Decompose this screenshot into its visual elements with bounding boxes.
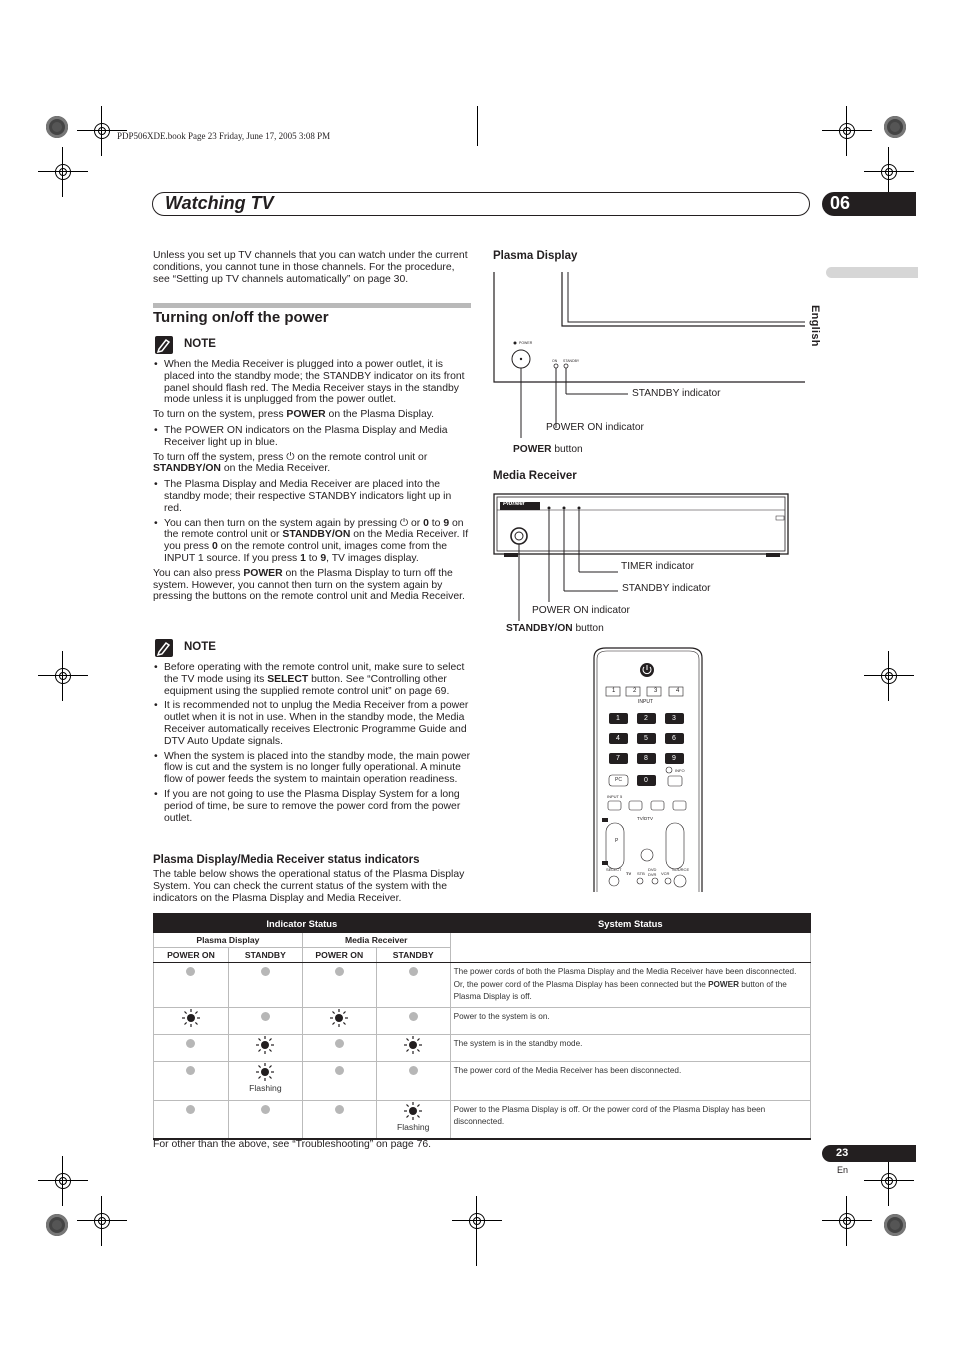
note-icon: [155, 336, 173, 354]
pd-power-on-header: POWER ON: [154, 948, 229, 963]
remote-source-label: SOURCE: [672, 867, 690, 872]
media-receiver-header: Media Receiver: [302, 933, 450, 948]
indicator-off-icon: [409, 1066, 418, 1075]
media-timer-indicator-label: TIMER indicator: [621, 561, 695, 572]
status-heading: Plasma Display/Media Receiver status indicators: [153, 854, 420, 866]
note-icon: [155, 639, 173, 657]
indicator-off-icon: [335, 1039, 344, 1048]
registration-mark: [832, 1206, 862, 1236]
language-tab: [826, 267, 918, 278]
remote-p-label: P: [615, 838, 619, 844]
plasma-display-header: Plasma Display: [154, 933, 303, 948]
print-header: PDP506XDE.book Page 23 Friday, June 17, 2005 3:08 PM: [117, 131, 331, 141]
note2-bullet: • If you are not going to use the Plasma Display System for a long period of time, be sure to remove the power cord from the power outlet.: [153, 789, 471, 824]
remote-digit-zero: 0: [644, 777, 648, 784]
indicator-off-icon: [186, 967, 195, 976]
note1-block: [153, 359, 471, 607]
chapter-number-box: [822, 192, 916, 216]
remote-digit: 6: [672, 735, 676, 742]
remote-pc-label: PC: [615, 777, 622, 783]
trim-line: [476, 1230, 477, 1266]
pioneer-logo: Pioneer: [503, 501, 526, 507]
registration-mark: [874, 1166, 904, 1196]
remote-info-label: INFO: [675, 768, 685, 773]
status-table: [153, 913, 811, 1140]
remote-input-label: INPUT: [638, 699, 653, 705]
remote-control-diagram: [592, 646, 704, 892]
table-row: [154, 963, 811, 1008]
status-intro: The table below shows the operational status of the Plasma Display System. You can check the current status of the system with the indicators on the Plasma Display and Media Receiver.: [153, 869, 465, 904]
remote-digit: 4: [616, 735, 620, 742]
page-number: 23: [836, 1147, 849, 1159]
indicator-off-icon: [335, 1066, 344, 1075]
indicator-flashing-icon: [256, 1063, 274, 1081]
indicator-lit-icon: [330, 1009, 348, 1027]
remote-input-1: 1: [612, 688, 616, 694]
indicator-off-icon: [409, 1012, 418, 1021]
remote-dvd-label: DVD DVR: [648, 867, 657, 877]
chapter-title-bar: [152, 192, 810, 216]
indicator-off-icon: [186, 1039, 195, 1048]
page-language: En: [837, 1165, 849, 1175]
also-power-paragraph: You can also press POWER on the Plasma Display to turn off the system. However, you cannot then turn on the system again by pressing the buttons on the remote control unit and Media Receiver.: [153, 567, 465, 603]
indicator-status-header: Indicator Status: [154, 914, 451, 933]
indicator-flashing-icon: [404, 1102, 422, 1120]
system-status-cell: The power cords of both the Plasma Display and the Media Receiver have been disconnected. Or, the power cord of the Plasma Display has been connected but the POWER button of the Plasma Display is off.: [450, 963, 810, 1008]
remote-digit: 3: [672, 715, 676, 722]
remote-stb-label: STB: [637, 871, 645, 876]
power-symbol-icon: ⏻: [286, 451, 295, 463]
registration-mark: [874, 661, 904, 691]
registration-mark: [48, 157, 78, 187]
chapter-title: Watching TV: [165, 193, 274, 213]
registration-mark: [462, 1206, 492, 1236]
remote-tvdtv-label: TV/DTV: [637, 816, 654, 821]
standby-bullet: • The Plasma Display and Media Receiver are placed into the standby mode; their respective STANDBY indicators light up in red.: [153, 479, 471, 514]
registration-mark: [87, 1206, 117, 1236]
system-status-subheader: [450, 933, 810, 963]
remote-digit: 7: [616, 755, 620, 762]
registration-disc-bottom-right: [884, 1214, 906, 1236]
trim-line: [477, 106, 478, 146]
plasma-power-button-label: POWER button: [513, 444, 583, 455]
mr-power-on-header: POWER ON: [302, 948, 376, 963]
power-symbol-icon: ⏻: [399, 517, 409, 529]
indicator-off-icon: [186, 1066, 195, 1075]
registration-mark: [48, 1166, 78, 1196]
registration-mark: [87, 116, 117, 146]
turn-off-line: To turn off the system, press ⏻ on the remote control unit or STANDBY/ON on the Media Receiver.: [153, 451, 428, 475]
registration-disc-top-left: [46, 116, 68, 138]
media-standby-on-button-label: STANDBY/ON button: [506, 623, 604, 634]
turn-again-bullet: • You can then turn on the system again by pressing ⏻ or 0 to 9 on the remote control unit or STANDBY/ON on the Media Receiver. If you press 0 on the remote control unit, images come from the INPUT 1 source. If you press 1 to 9, TV images display.: [153, 518, 471, 565]
indicator-off-icon: [261, 1012, 270, 1021]
plasma-heading: Plasma Display: [493, 250, 578, 262]
panel-standby-label: STANDBY: [563, 359, 580, 363]
intro-paragraph: Unless you set up TV channels that you can watch under the current conditions, you cannot tune in those channels. For the procedure, see “Setting up TV channels automatically” on page 30.: [153, 250, 468, 285]
footer-note: For other than the above, see “Troubleshooting” on page 76.: [153, 1139, 432, 1150]
plasma-standby-indicator-label: STANDBY indicator: [632, 388, 721, 399]
indicator-off-icon: [335, 1105, 344, 1114]
indicator-lit-icon: [404, 1036, 422, 1054]
table-row: [154, 1007, 811, 1034]
table-row: [154, 1034, 811, 1061]
table-row: [154, 1061, 811, 1100]
remote-input-2: 2: [633, 688, 637, 694]
note2-bullet: • Before operating with the remote control unit, make sure to select the TV mode using its SELECT button. See “Controlling other equipment using the supplied remote control unit” on page 69.: [153, 662, 471, 697]
remote-input-3: 3: [654, 688, 658, 694]
note-label: NOTE: [184, 338, 216, 350]
plasma-display-diagram: [490, 270, 810, 460]
remote-input5-label: INPUT 5: [607, 794, 623, 799]
remote-digit: 9: [672, 755, 676, 762]
note2-bullet: • It is recommended not to unplug the Media Receiver from a power outlet when it is not in use. When in the standby mode, the Media Receiver automatically receives Electronic Programme Guide and DTV Auto Update signals.: [153, 700, 471, 747]
remote-digit: 1: [616, 715, 620, 722]
remote-vcr-label: VCR: [661, 871, 670, 876]
indicator-off-icon: [335, 967, 344, 976]
remote-digit: 2: [644, 715, 648, 722]
page-number-box: [822, 1145, 916, 1162]
chapter-number: 06: [830, 193, 851, 213]
media-standby-indicator-label: STANDBY indicator: [622, 583, 711, 594]
registration-disc-top-right: [884, 116, 906, 138]
note-label: NOTE: [184, 641, 216, 653]
mr-standby-header: STANDBY: [376, 948, 450, 963]
plasma-power-on-indicator-label: POWER ON indicator: [546, 422, 644, 433]
turn-on-line: To turn on the system, press POWER on the Plasma Display.: [153, 409, 435, 421]
flashing-label: Flashing: [249, 1082, 282, 1093]
indicator-lit-icon: [182, 1009, 200, 1027]
media-power-on-indicator-label: POWER ON indicator: [532, 605, 630, 616]
indicator-lit-icon: [256, 1036, 274, 1054]
media-heading: Media Receiver: [493, 470, 577, 482]
remote-digit: 5: [644, 735, 648, 742]
system-status-cell: Power to the system is on.: [450, 1007, 810, 1034]
note2-bullet: • When the system is placed into the standby mode, the main power flow is cut and the system is no longer fully operational. A minute flow of power feeds the system to maintain operation readiness.: [153, 751, 471, 786]
registration-mark: [48, 661, 78, 691]
system-status-header: System Status: [450, 914, 810, 933]
system-status-cell: The system is in the standby mode.: [450, 1034, 810, 1061]
language-label: English: [809, 305, 821, 347]
indicator-off-icon: [261, 1105, 270, 1114]
registration-disc-bottom-left: [46, 1214, 68, 1236]
note2-block: [153, 662, 471, 827]
indicator-off-icon: [261, 967, 270, 976]
system-status-cell: Power to the Plasma Display is off. Or the power cord of the Plasma Display has been disconnected.: [450, 1100, 810, 1139]
remote-tv-label: TV: [626, 871, 632, 876]
remote-input-4: 4: [676, 688, 680, 694]
section-rule: [153, 303, 471, 308]
pd-standby-header: STANDBY: [228, 948, 302, 963]
indicator-off-icon: [409, 967, 418, 976]
power-on-bullet: • The POWER ON indicators on the Plasma Display and Media Receiver light up in blue.: [153, 425, 471, 449]
remote-digit: 8: [644, 755, 648, 762]
indicator-off-icon: [186, 1105, 195, 1114]
registration-mark: [832, 116, 862, 146]
note1-bullet: • When the Media Receiver is plugged into a power outlet, it is placed into the standby mode; the STANDBY indicator on its front panel should flash red. The Media Receiver stays in the standby mode unless it is unplugged from the power outlet.: [153, 359, 471, 406]
remote-select-label: SELECT: [606, 867, 622, 872]
section-title: Turning on/off the power: [153, 309, 329, 326]
table-row: [154, 1100, 811, 1139]
panel-on-label: ON: [552, 359, 558, 363]
registration-mark: [874, 157, 904, 187]
flashing-label: Flashing: [396, 1121, 430, 1132]
system-status-cell: The power cord of the Media Receiver has been disconnected.: [450, 1061, 810, 1100]
panel-power-label: POWER: [519, 341, 533, 345]
